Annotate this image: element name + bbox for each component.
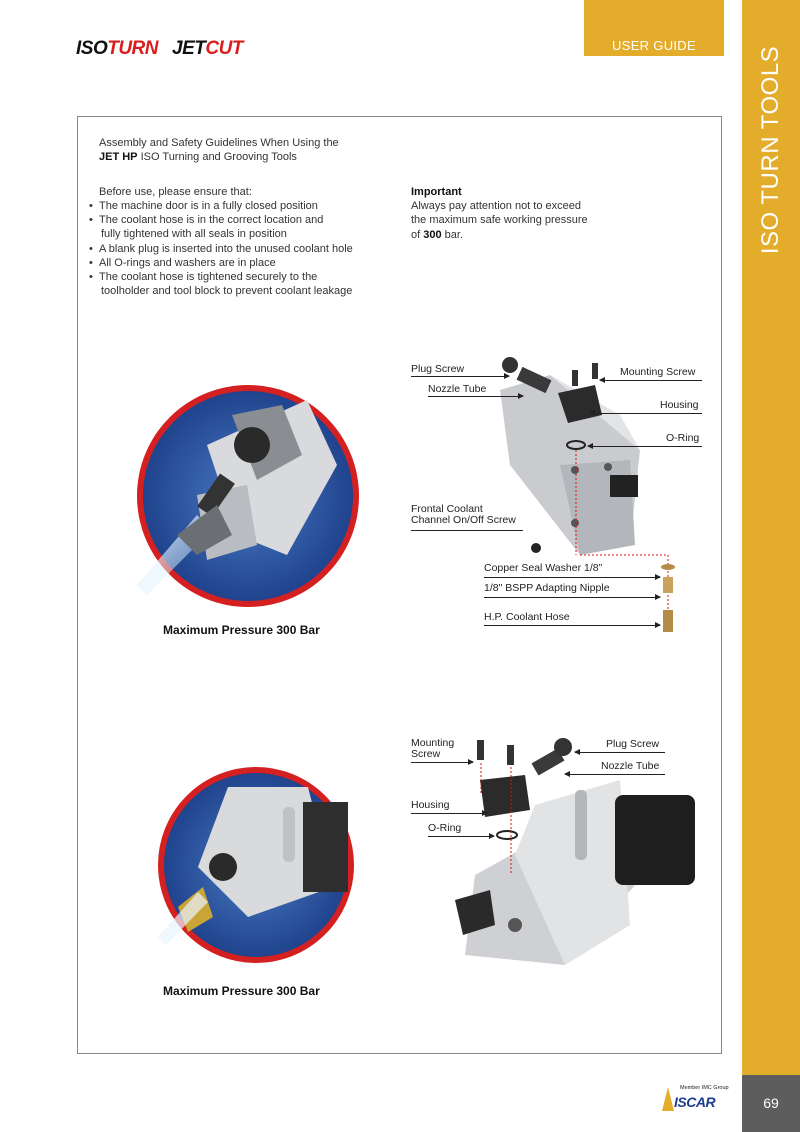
label-mounting-screw-2: Mounting Screw: [411, 737, 455, 760]
label-plug-screw-2: Plug Screw: [606, 738, 660, 750]
list-item: • A blank plug is inserted into the unused coolant hole: [89, 242, 409, 256]
important-note: Important Always pay attention not to exceed the maximum safe working pressure of 300 bar.: [411, 186, 588, 241]
page-number: 69: [763, 1095, 779, 1111]
figure2-caption: Maximum Pressure 300 Bar: [163, 984, 320, 998]
list-item: • The coolant hose is tightened securely to the toolholder and tool block to prevent coolant leakage: [89, 270, 409, 298]
list-item: • The coolant hose is in the correct location and fully tightened with all seals in position: [89, 213, 409, 241]
detail-photo-1: [137, 385, 359, 607]
isoturn-logo: ISOTURN: [76, 38, 159, 59]
leader-line: [411, 530, 523, 531]
label-bspp-nipple: 1/8" BSPP Adapting Nipple: [484, 582, 610, 594]
label-hp-hose: H.P. Coolant Hose: [484, 611, 570, 623]
label-frontal-coolant: Frontal Coolant Channel On/Off Screw: [411, 503, 516, 526]
leader-line: [484, 577, 660, 578]
leader-line: [565, 774, 665, 775]
label-nozzle-tube-1: Nozzle Tube: [428, 383, 487, 395]
list-item: • The machine door is in a fully closed position: [89, 199, 409, 213]
leader-line: [590, 413, 702, 414]
leader-line: [411, 813, 487, 814]
leader-line: [484, 625, 660, 626]
jetcut-logo: JETCUT: [172, 38, 243, 59]
leader-line: [411, 376, 509, 377]
important-heading: Important: [411, 186, 462, 198]
user-guide-tab: [584, 0, 724, 56]
iscar-logo: Member IMC Group ISCAR: [660, 1085, 730, 1113]
leader-line: [600, 380, 702, 381]
detail-photo-2: [158, 767, 354, 963]
leader-line: [428, 836, 494, 837]
user-guide-label: USER GUIDE: [612, 38, 696, 53]
label-housing-1: Housing: [660, 399, 699, 411]
leader-line: [588, 446, 702, 447]
list-item: • All O-rings and washers are in place: [89, 256, 409, 270]
intro-title: Assembly and Safety Guidelines When Using the JET HP ISO Turning and Grooving Tools: [99, 137, 339, 164]
label-o-ring-1: O-Ring: [666, 432, 700, 444]
side-title: ISO TURN TOOLS: [757, 45, 784, 255]
page-number-box: [742, 1075, 800, 1132]
label-plug-screw-1: Plug Screw: [411, 363, 465, 375]
leader-line: [575, 752, 665, 753]
label-housing-2: Housing: [411, 799, 450, 811]
intro-lead: Before use, please ensure that:: [99, 186, 252, 198]
label-o-ring-2: O-Ring: [428, 822, 462, 834]
figure1-caption: Maximum Pressure 300 Bar: [163, 623, 320, 637]
exploded-tool-drawing-2: [455, 735, 705, 970]
leader-line: [428, 396, 523, 397]
label-nozzle-tube-2: Nozzle Tube: [601, 760, 660, 772]
label-mounting-screw-1: Mounting Screw: [620, 366, 696, 378]
label-copper-washer: Copper Seal Washer 1/8”: [484, 562, 603, 574]
leader-line: [484, 597, 660, 598]
checklist: [89, 199, 409, 298]
leader-line: [411, 762, 473, 763]
